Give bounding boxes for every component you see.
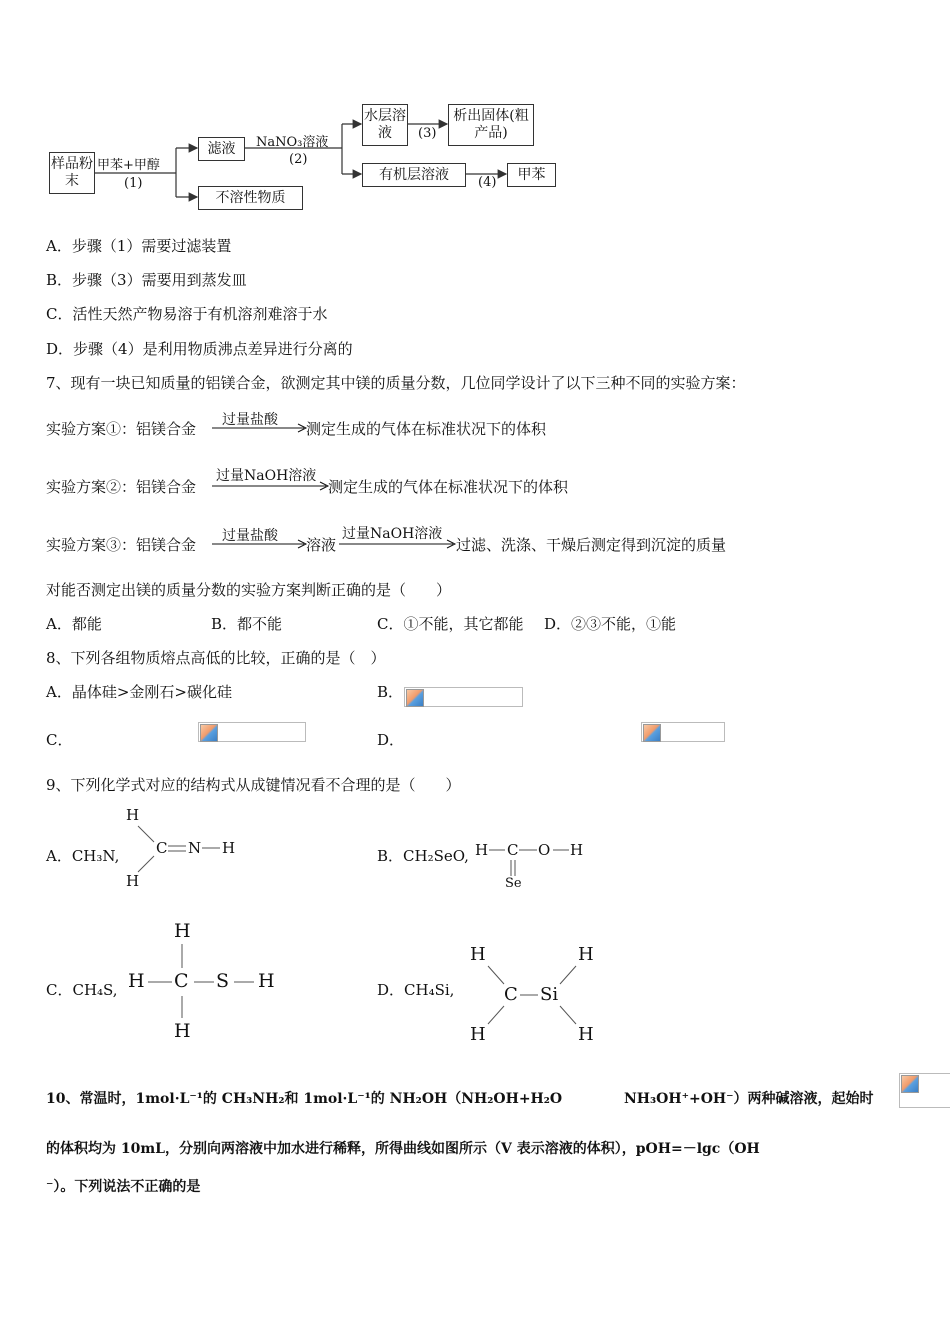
- atom-h: H: [578, 944, 594, 965]
- q9-option-a-label: A．CH₃N,: [46, 847, 120, 865]
- q9-stem: 9、下列化学式对应的结构式从成键情况看不合理的是（ ）: [46, 776, 461, 794]
- q6-option-a: A．步骤（1）需要过滤装置: [46, 237, 232, 255]
- atom-c: C: [504, 984, 518, 1005]
- q8-option-b: B．: [377, 683, 404, 701]
- q7-plan1-prefix: 实验方案①：铝镁合金: [46, 420, 197, 438]
- atom-h: H: [258, 970, 275, 992]
- atom-h: H: [570, 841, 584, 859]
- q7-plan3-suffix: 过滤、洗涤、干燥后测定得到沉淀的质量: [456, 536, 727, 554]
- q9-option-d-label: D．CH₄Si,: [377, 981, 455, 999]
- q7-stem: 7、现有一块已知质量的铝镁合金，欲测定其中镁的质量分数，几位同学设计了以下三种不同的实验方案：: [46, 374, 746, 392]
- q7-option-a: A．都能: [46, 615, 102, 633]
- q10-line1-b: NH₃OH⁺+OH⁻）两种碱溶液，起始时: [624, 1091, 874, 1107]
- q7-option-c: C．①不能，其它都能: [377, 615, 524, 633]
- q7-plan2-reagent: 过量NaOH溶液: [216, 468, 317, 484]
- step4-num: (4): [478, 175, 497, 190]
- q10-line1-a: 10、常温时，1mol·L⁻¹的 CH₃NH₂和 1mol·L⁻¹的 NH₂OH（NH₂OH+H₂O: [46, 1091, 563, 1107]
- q8-option-a: A．晶体硅>金刚石>碳化硅: [46, 683, 232, 701]
- broken-image-icon: [643, 724, 661, 742]
- toluene-box: 甲苯: [507, 163, 556, 187]
- q7-plan3-reagent1: 过量盐酸: [222, 528, 278, 544]
- q10-line2: 的体积均为 10mL，分别向两溶液中加水进行稀释，所得曲线如图所示（V 表示溶液的体积），pOH=－lgc（OH: [46, 1141, 760, 1157]
- q7-plan3-reagent2: 过量NaOH溶液: [342, 526, 443, 542]
- atom-h: H: [578, 1024, 594, 1045]
- q7-plan3-arrow2: [339, 539, 457, 549]
- step1-num: (1): [124, 176, 143, 191]
- q8-option-c: C．: [46, 731, 73, 749]
- q7-plan1-suffix: 测定生成的气体在标准状况下的体积: [306, 420, 547, 438]
- q8-option-d: D．: [377, 731, 405, 749]
- atom-c: C: [507, 841, 519, 859]
- q9-b-structure: [475, 838, 595, 898]
- q9-c-structure: [126, 920, 286, 1046]
- q7-option-d: D．②③不能，①能: [544, 615, 677, 633]
- q9-d-structure: [468, 942, 598, 1048]
- atom-h: H: [174, 1020, 191, 1042]
- atom-h: H: [174, 920, 191, 942]
- atom-h: H: [470, 1024, 486, 1045]
- atom-n: N: [188, 839, 202, 857]
- q7-plan1-arrow: [212, 423, 308, 433]
- q7-plan2-suffix: 测定生成的气体在标准状况下的体积: [328, 478, 569, 496]
- insoluble-box: 不溶性物质: [198, 186, 303, 210]
- q8-stem: 8、下列各组物质熔点高低的比较，正确的是（ ）: [46, 649, 386, 667]
- q7-plan2-arrow: [212, 481, 330, 491]
- q7-plan3-prefix: 实验方案③：铝镁合金: [46, 536, 197, 554]
- equilibrium-arrow-image: [899, 1073, 950, 1108]
- atom-si: Si: [540, 984, 559, 1005]
- broken-image-icon: [200, 724, 218, 742]
- q7-option-b: B．都不能: [211, 615, 283, 633]
- q8-option-d-image: [641, 722, 725, 742]
- atom-o: O: [538, 841, 551, 859]
- aqueous-box: 水层溶液: [362, 104, 408, 146]
- atom-h: H: [126, 872, 140, 890]
- q6-option-d: D．步骤（4）是利用物质沸点差异进行分离的: [46, 340, 353, 358]
- q6-option-b: B．步骤（3）需要用到蒸发皿: [46, 271, 247, 289]
- atom-s: S: [216, 970, 230, 992]
- q10-line3: ⁻）。下列说法不正确的是: [46, 1179, 201, 1195]
- q8-option-c-image: [198, 722, 306, 742]
- q9-a-structure: [120, 806, 250, 892]
- organic-box: 有机层溶液: [362, 163, 466, 187]
- step2-reagent: NaNO₃溶液: [256, 135, 329, 150]
- atom-h: H: [126, 806, 140, 824]
- atom-se: Se: [505, 876, 522, 891]
- q7-question: 对能否测定出镁的质量分数的实验方案判断正确的是（ ）: [46, 581, 452, 599]
- atom-c: C: [156, 839, 168, 857]
- q9-option-b-label: B．CH₂SeO,: [377, 847, 469, 865]
- step1-reagent: 甲苯+甲醇: [97, 158, 160, 173]
- step3-num: (3): [418, 126, 437, 141]
- atom-h: H: [222, 839, 236, 857]
- step2-num: (2): [289, 152, 308, 167]
- sample-box: 样品粉末: [49, 152, 95, 194]
- solid-box: 析出固体(粗产品): [448, 104, 534, 146]
- broken-image-icon: [901, 1075, 919, 1093]
- q9-option-c-label: C．CH₄S,: [46, 981, 118, 999]
- q7-plan1-reagent: 过量盐酸: [222, 412, 278, 428]
- atom-h: H: [128, 970, 145, 992]
- q7-plan3-mid: 溶液: [306, 536, 337, 554]
- atom-c: C: [174, 970, 189, 992]
- q6-option-c: C．活性天然产物易溶于有机溶剂难溶于水: [46, 305, 328, 323]
- q8-option-b-image: [404, 687, 523, 707]
- broken-image-icon: [406, 689, 424, 707]
- atom-h: H: [475, 841, 489, 859]
- q7-plan3-arrow1: [212, 539, 308, 549]
- atom-h: H: [470, 944, 486, 965]
- q7-plan2-prefix: 实验方案②：铝镁合金: [46, 478, 197, 496]
- filtrate-box: 滤液: [198, 137, 245, 161]
